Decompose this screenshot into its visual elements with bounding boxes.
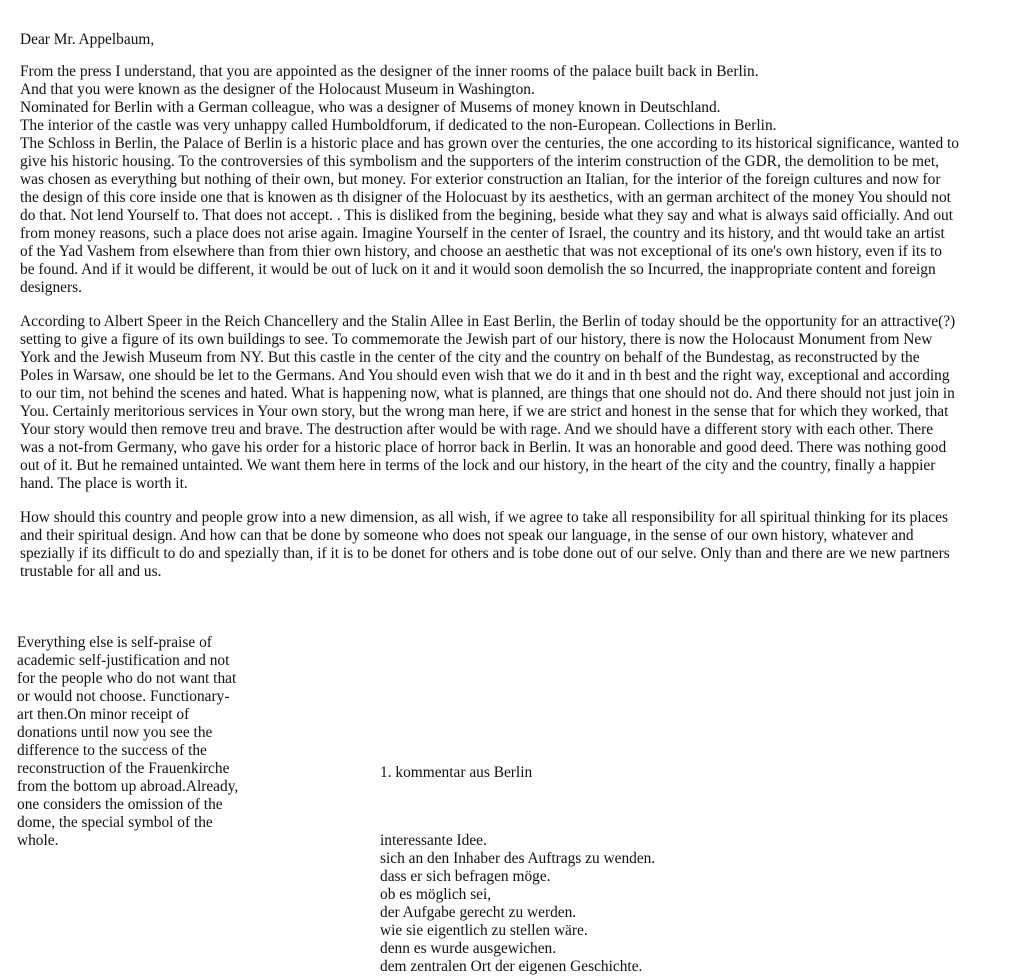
text-line: Your story would then remove treu and brave. The destruction after would be with rage. And we should have a different story with each other. There	[20, 421, 934, 438]
comment-heading: 1. kommentar aus Berlin	[380, 764, 533, 781]
text-line: was a not-from Germany, who gave his order for a historic place of horror back in Berlin. It was an honorable and good deed. There was nothing good	[20, 439, 947, 456]
letter-paragraph-1	[20, 63, 1010, 297]
text-line: or would not choose. Functionary-	[17, 688, 230, 705]
letter-greeting: Dear Mr. Appelbaum,	[20, 31, 155, 48]
text-line: hand. The place is worth it.	[20, 475, 188, 492]
text-line: from the bottom up abroad.Already,	[17, 778, 239, 795]
text-line: whole.	[17, 832, 59, 849]
text-line: sich an den Inhaber des Auftrags zu wenden.	[380, 850, 656, 867]
text-line: From the press I understand, that you are appointed as the designer of the inner rooms of the palace built back in Berlin.	[20, 63, 759, 80]
text-line: wie sie eigentlich zu stellen wäre.	[380, 922, 588, 939]
text-line: York and the Jewish Museum from NY. But this castle in the center of the city and the country on behalf of the Bundestag, as reconstructed by the	[20, 349, 920, 366]
text-line: The Schloss in Berlin, the Palace of Berlin is a historic place and has grown over the centuries, the one according to its historical significance, wanted to	[20, 135, 959, 152]
text-line: ob es möglich sei,	[380, 886, 492, 903]
text-line: one considers the omission of the	[17, 796, 223, 813]
comment-body	[380, 832, 655, 976]
text-line: And that you were known as the designer of the Holocaust Museum in Washington.	[20, 81, 535, 98]
text-line: How should this country and people grow into a new dimension, as all wish, if we agree to take all responsibility for all spiritual thinking for its places	[20, 509, 948, 526]
text-line: dome, the special symbol of the	[17, 814, 213, 831]
text-line: academic self-justification and not	[17, 652, 230, 669]
text-line: and their spiritual design. And how can that be done by someone who does not speak our language, in the sense of our own history, whatever and	[20, 527, 914, 544]
text-line: Nominated for Berlin with a German colleague, who was a designer of Musems of money known in Deutschland.	[20, 99, 721, 116]
text-line: was chosen as everything but nothing of their own, but money. For exterior construction an Italian, for the interior of the foreign cultures and now for	[20, 171, 941, 188]
text-line: from money reasons, such a place does not arise again. Imagine Yourself in the center of Israel, the country and its history, and tht would take an artist	[20, 225, 945, 242]
text-line: Poles in Warsaw, one should be let to the Germans. And You should even wish that we do it and in th best and the right way, exceptional and according	[20, 367, 950, 384]
text-line: do that. Not lend Yourself to. That does not accept. . This is disliked from the begining, beside what they say and what is always said officially. And out	[20, 207, 953, 224]
text-line: interessante Idee.	[380, 832, 487, 849]
text-line: designers.	[20, 279, 82, 296]
letter-paragraph-2	[20, 313, 1010, 493]
text-line: give his historic housing. To the controversies of this symbolism and the supporters of the interim construction of the GDR, the demolition to be met,	[20, 153, 939, 170]
text-line: the design of this core inside one that is knowen as th disigner of the Holocuast by its aesthetics, with an german architect of the money You should not	[20, 189, 951, 206]
text-line: out of it. But he remained untainted. We want them here in terms of the lock and our history, in the heart of the city and the country, finally a happier	[20, 457, 936, 474]
text-line: der Aufgabe gerecht zu werden.	[380, 904, 577, 921]
letter-paragraph-3	[20, 509, 1010, 581]
text-line: be found. And if it would be different, it would be out of luck on it and it would soon demolish the so Incurred, the inappropriate content and foreign	[20, 261, 936, 278]
side-note	[17, 634, 257, 850]
text-line: denn es wurde ausgewichen.	[380, 940, 557, 957]
text-line: reconstruction of the Frauenkirche	[17, 760, 230, 777]
text-line: to our tim, not behind the scenes and hated. What is happening now, what is planned, are things that one should not do. And there should not just join in	[20, 385, 955, 402]
text-line: setting to give a figure of its own buildings to see. To commemorate the Jewish part of our history, there is now the Holocaust Monument from New	[20, 331, 933, 348]
text-line: According to Albert Speer in the Reich Chancellery and the Stalin Allee in East Berlin, the Berlin of today should be the opportunity for an attractive(?)	[20, 313, 956, 330]
text-line: You. Certainly meritorious services in Your own story, but the wrong man here, if we are strict and honest in the sense that for which they worked, that	[20, 403, 949, 420]
text-line: spezially if its difficult to do and spezially than, if it is to be donet for others and is tobe done out of our selve. Only than and there are we new partners	[20, 545, 950, 562]
text-line: art then.On minor receipt of	[17, 706, 190, 723]
text-line: of the Yad Vashem from elsewhere than from thier own history, and choose an aesthetic that was not exceptional of its one's own history, even if its to	[20, 243, 943, 260]
text-line: trustable for all and us.	[20, 563, 162, 580]
text-line: for the people who do not want that	[17, 670, 237, 687]
text-line: dem zentralen Ort der eigenen Geschichte.	[380, 958, 643, 975]
text-line: donations until now you see the	[17, 724, 213, 741]
text-line: dass er sich befragen möge.	[380, 868, 551, 885]
text-line: The interior of the castle was very unhappy called Humboldforum, if dedicated to the non-European. Collections in Berlin.	[20, 117, 777, 134]
text-line: difference to the success of the	[17, 742, 207, 759]
text-line: Everything else is self-praise of	[17, 634, 212, 651]
